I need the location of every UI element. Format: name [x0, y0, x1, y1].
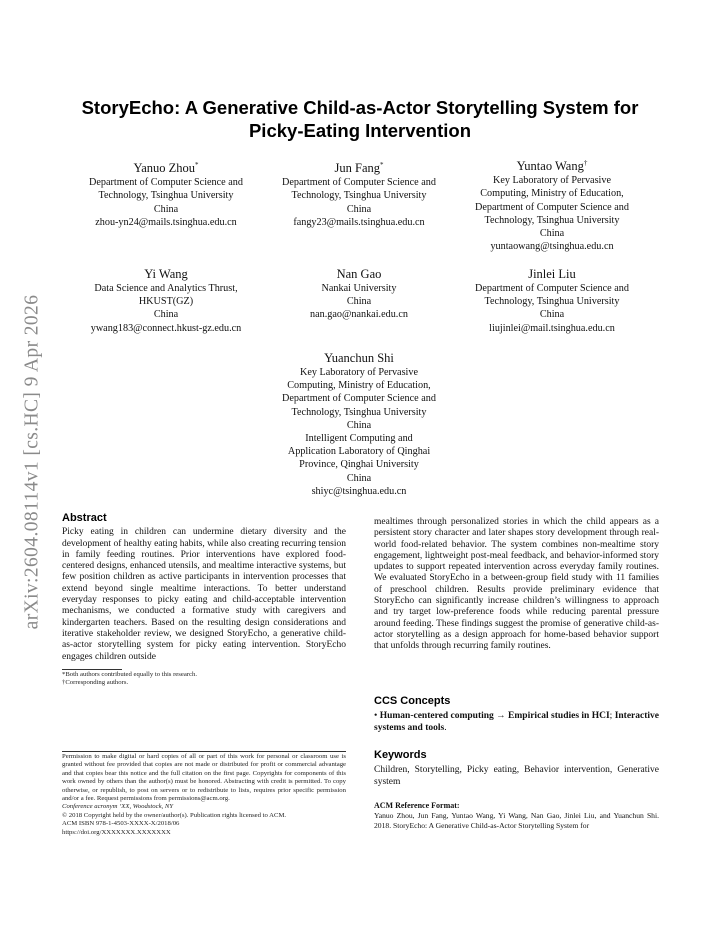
- abstract-text-continued: mealtimes through personalized stories in which the child appears as a persistent story character and later shapes story development through real-world food-related behavior. The system combines non-mealtime story engagement, lightweight post-meal feedback, and behavior-informed story updates to support repeated intervention across everyday family routines. We evaluated StoryEcho in a between-group field study with 11 families of preschool children. Results provide preliminary evidence that StoryEcho can significantly increase children’s willingness to approach and try target low-preference foods while reducing parental pressure around feeding. These findings suggest the promise of generative child-as-actor storytelling as a design approach for home-based behavior support that unfolds through recurring family routines.: [374, 517, 659, 652]
- isbn-line: ACM ISBN 978-1-4503-XXXX-X/2018/06: [62, 820, 180, 828]
- author-name: Yanuo Zhou: [133, 161, 196, 176]
- acm-reference-text: Yanuo Zhou, Jun Fang, Yuntao Wang, Yi Wang, Nan Gao, Jinlei Liu, and Yuanchun Shi. 2018. StoryEcho: A Generative Child-as-Actor Storytelling System for: [374, 811, 659, 830]
- author-email[interactable]: liujinlei@mail.tsinghua.edu.cn: [489, 322, 615, 334]
- author-name: Yuanchun Shi: [324, 351, 394, 365]
- footnote-corresponding: †Corresponding authors.: [62, 679, 129, 687]
- title-line-2: Picky-Eating Intervention: [248, 120, 472, 141]
- copyright-line: © 2018 Copyright held by the owner/author(s). Publication rights licensed to ACM.: [62, 811, 287, 819]
- keywords-text: Children, Storytelling, Picky eating, Behavior intervention, Generative system: [374, 765, 659, 787]
- arxiv-stamp: arXiv:2604.08114v1 [cs.HC] 9 Apr 2026: [21, 294, 42, 630]
- doi-link[interactable]: https://doi.org/XXXXXXX.XXXXXXX: [62, 828, 171, 836]
- author-name: Yuntao Wang: [516, 159, 584, 174]
- footnote-equal-contribution: *Both authors contributed equally to this research.: [62, 671, 198, 678]
- author-email[interactable]: yuntaowang@tsinghua.edu.cn: [490, 241, 614, 253]
- permission-block: [62, 753, 346, 837]
- keywords-section: [374, 750, 659, 788]
- author-name: Nan Gao: [336, 267, 382, 281]
- author-block: Yuntao Wang† Key Laboratory of Pervasive Computing, Ministry of Education, Department of Computer Science and Technology, Tsinghua University China yuntaowang@tsinghua.edu.cn: [452, 155, 652, 253]
- acm-reference-heading: ACM Reference Format:: [374, 801, 460, 810]
- author-name: Jun Fang: [334, 161, 380, 176]
- ccs-heading: CCS Concepts: [374, 695, 451, 707]
- title-line-1: StoryEcho: A Generative Child-as-Actor Storytelling System for: [81, 97, 639, 118]
- author-email[interactable]: nan.gao@nankai.edu.cn: [310, 309, 408, 321]
- permission-divider: [62, 751, 346, 752]
- author-block: Yanuo Zhou* Department of Computer Science and Technology, Tsinghua University China zhou-yn24@mails.tsinghua.edu.cn: [66, 157, 266, 229]
- keywords-heading: Keywords: [374, 749, 427, 761]
- abstract-right: [374, 517, 659, 653]
- abstract-left: [62, 513, 346, 663]
- paper-title: [60, 96, 660, 142]
- author-email[interactable]: fangy23@mails.tsinghua.edu.cn: [293, 216, 425, 228]
- ccs-section: [374, 696, 659, 734]
- ccs-concepts: • Human-centered computing → Empirical studies in HCI; Interactive systems and tools.: [374, 711, 660, 733]
- author-email[interactable]: ywang183@connect.hkust-gz.edu.cn: [90, 322, 242, 334]
- author-block: Jinlei Liu Department of Computer Science and Technology, Tsinghua University China liujinlei@mail.tsinghua.edu.cn: [452, 266, 652, 335]
- footnote-divider: [62, 669, 122, 670]
- author-block: Yi Wang Data Science and Analytics Thrust, HKUST(GZ) China ywang183@connect.hkust-gz.edu.cn: [66, 266, 266, 335]
- author-block: Jun Fang* Department of Computer Science and Technology, Tsinghua University China fangy23@mails.tsinghua.edu.cn: [259, 157, 459, 229]
- acm-reference: [374, 800, 659, 830]
- author-name: Jinlei Liu: [528, 267, 576, 281]
- author-name: Yi Wang: [144, 267, 188, 281]
- author-block: Nan Gao Nankai University China nan.gao@nankai.edu.cn: [259, 266, 459, 322]
- abstract-heading: Abstract: [62, 512, 107, 524]
- conference-name: Conference acronym ’XX, Woodstock, NY: [62, 803, 174, 811]
- author-block: Yuanchun Shi Key Laboratory of Pervasive Computing, Ministry of Education, Department of Computer Science and Technology, Tsinghua University China Intelligent Computing and Application Laboratory of Qinghai Province, Qinghai University China shiyc@tsinghua.edu.cn: [259, 350, 459, 498]
- author-email[interactable]: zhou-yn24@mails.tsinghua.edu.cn: [95, 216, 237, 228]
- author-email[interactable]: shiyc@tsinghua.edu.cn: [311, 485, 407, 497]
- footnotes: [62, 671, 346, 688]
- abstract-text: Picky eating in children can undermine dietary diversity and the development of healthy eating habits, while also creating recurring tension in family feeding routines. Prior interventions have explored food-centered designs, enhanced utensils, and mealtime interactive systems, but few position children as active participants in intervention processes that extend beyond single mealtime interactions. To better understand everyday responses to picky eating and child-acceptable intervention mechanisms, we conducted a formative study with caregivers and kindergarten teachers. Based on the resulting design considerations and iterative stakeholder review, we designed StoryEcho, a generative child-as-actor storytelling system for picky eating intervention. StoryEcho engages children outside: [62, 527, 346, 662]
- permission-text: Permission to make digital or hard copies of all or part of this work for personal or classroom use is granted without fee provided that copies are not made or distributed for profit or commercial advantage and that copies bear this notice and the full citation on the first page. Copyrights for components of this work owned by others than the author(s) must be honored. Abstracting with credit is permitted. To copy otherwise, or republish, to post on servers or to redistribute to lists, requires prior specific permission and/or a fee. Request permissions from permissions@acm.org.: [62, 753, 346, 803]
